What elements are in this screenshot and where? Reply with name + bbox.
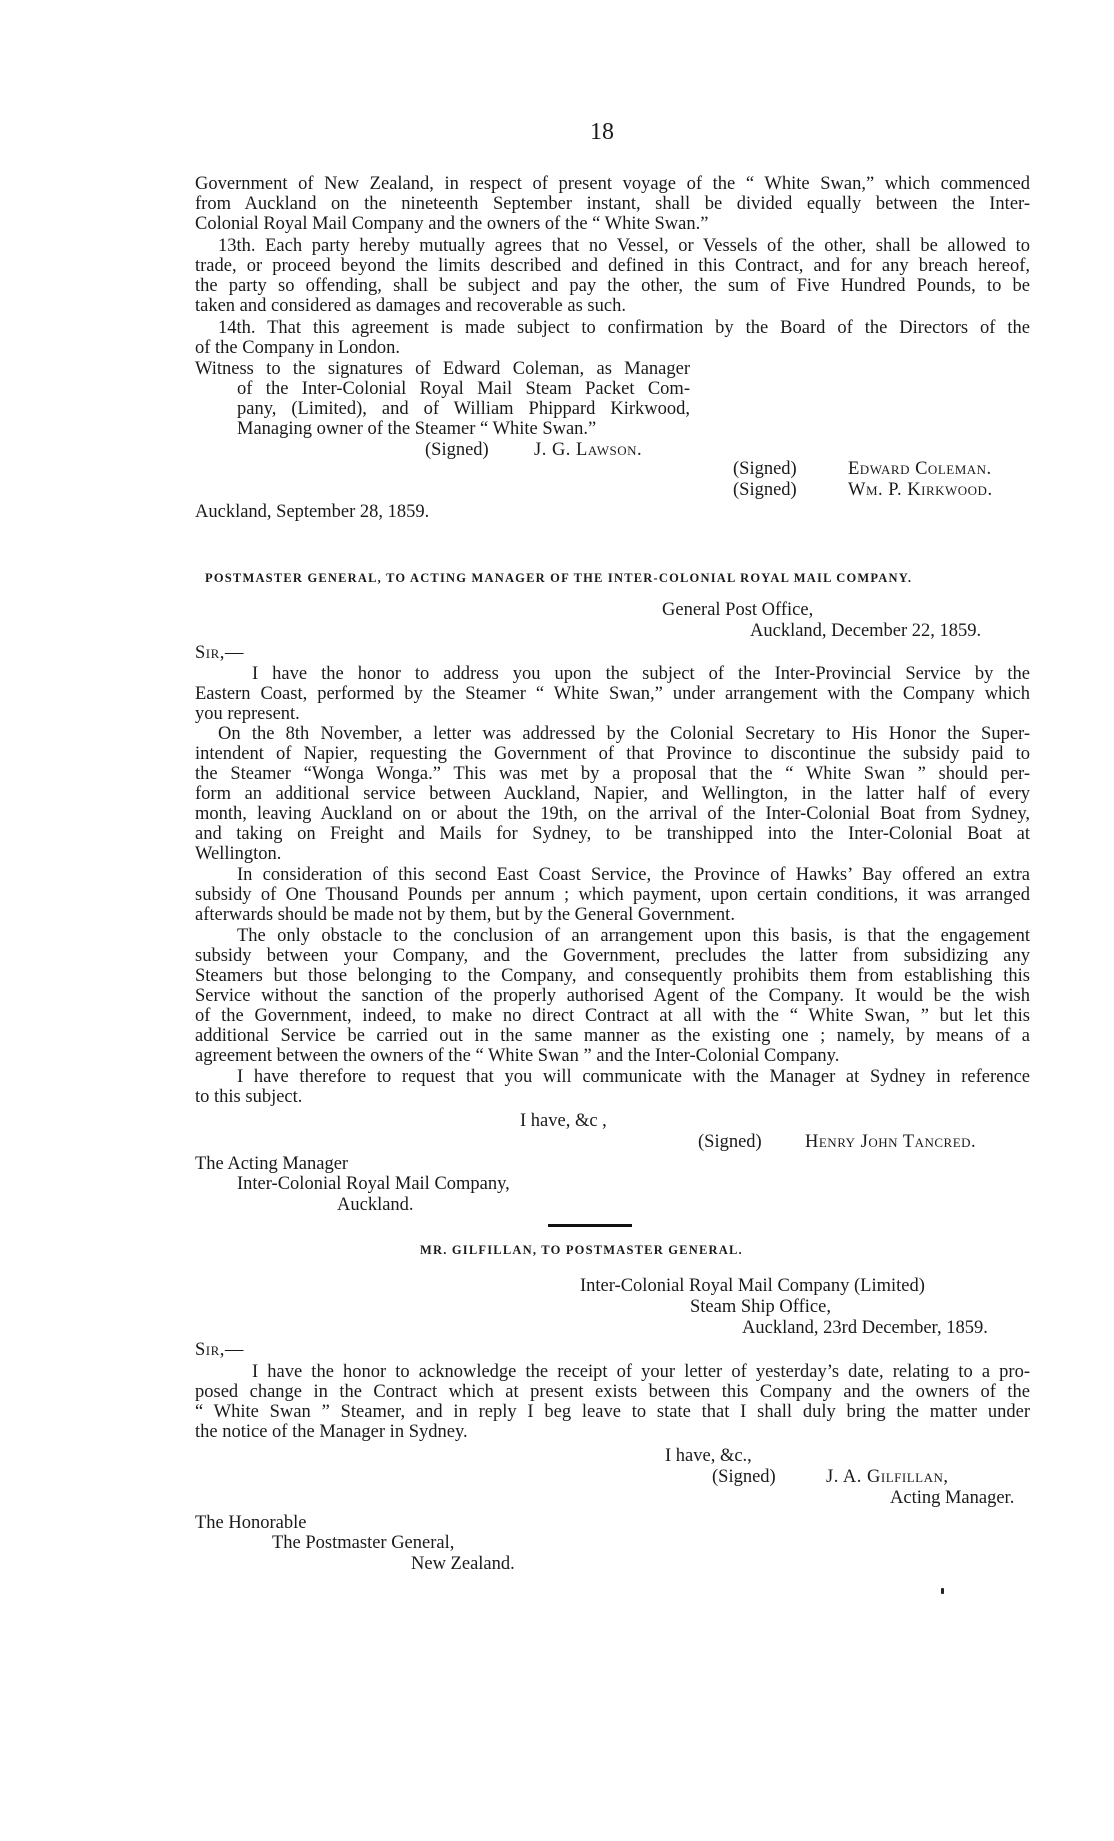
text-line: I have therefore to request that you will communicate with the Manager at Sydney in reference	[237, 1067, 1030, 1087]
place-date: Auckland, September 28, 1859.	[195, 502, 430, 522]
text-line: you represent.	[195, 704, 300, 724]
address-line: Auckland, 23rd December, 1859.	[742, 1318, 988, 1338]
text-line: additional Service be carried out in the same manner as the existing one ; namely, by means of a	[195, 1026, 1030, 1046]
text-line: the party so offending, shall be subject and pay the other, the sum of Five Hundred Pounds, to be	[195, 276, 1030, 296]
recipient-line: New Zealand.	[411, 1554, 515, 1574]
text-line: taken and considered as damages and recoverable as such.	[195, 296, 626, 316]
address-line: Steam Ship Office,	[690, 1297, 831, 1317]
text-line: and taking on Freight and Mails for Sydney, to be transhipped into the Inter-Colonial Boat at	[195, 824, 1030, 844]
recipient-line: Inter-Colonial Royal Mail Company,	[237, 1174, 510, 1194]
text-line: 13th. Each party hereby mutually agrees that no Vessel, or Vessels of the other, shall be allowed to	[218, 236, 1030, 256]
letter-closing: I have, &c.,	[665, 1446, 752, 1466]
text-line: Steamers but those belonging to the Company, and consequently prohibits them from establishing this	[195, 966, 1030, 986]
text-line: intendent of Napier, requesting the Government of that Province to discontinue the subsidy paid to	[195, 744, 1030, 764]
signed-label: (Signed)	[733, 459, 797, 479]
signatory-name: Henry John Tancred.	[805, 1132, 977, 1152]
text-line: “ White Swan ” Steamer, and in reply I beg leave to state that I shall duly bring the matter under	[195, 1402, 1030, 1422]
text-line: of the Government, indeed, to make no direct Contract at all with the “ White Swan, ” but let this	[195, 1006, 1030, 1026]
text-line: of the Company in London.	[195, 338, 401, 358]
recipient-line: Auckland.	[337, 1195, 414, 1215]
text-line: to this subject.	[195, 1087, 303, 1107]
salutation: Sir,—	[195, 1340, 244, 1360]
salutation: Sir,—	[195, 643, 244, 663]
text-line: In consideration of this second East Coast Service, the Province of Hawks’ Bay offered an extra	[237, 865, 1030, 885]
text-line: I have the honor to address you upon the subject of the Inter-Provincial Service by the	[252, 664, 1030, 684]
text-line: form an additional service between Auckland, Napier, and Wellington, in the latter half of every	[195, 784, 1030, 804]
text-line: of the Inter-Colonial Royal Mail Steam Packet Com-	[237, 379, 690, 399]
signed-label: (Signed)	[425, 440, 489, 460]
text-line: Witness to the signatures of Edward Coleman, as Manager	[195, 359, 690, 379]
text-line: Colonial Royal Mail Company and the owners of the “ White Swan.”	[195, 214, 709, 234]
letter-heading: POSTMASTER GENERAL, TO ACTING MANAGER OF THE INTER-COLONIAL ROYAL MAIL COMPANY.	[205, 571, 913, 585]
text-line: Government of New Zealand, in respect of present voyage of the “ White Swan,” which commenced	[195, 174, 1030, 194]
signed-label: (Signed)	[698, 1132, 762, 1152]
text-line: Managing owner of the Steamer “ White Swan.”	[237, 419, 597, 439]
address-line: Auckland, December 22, 1859.	[750, 621, 982, 641]
text-line: afterwards should be made not by them, but by the General Government.	[195, 905, 735, 925]
text-line: Wellington.	[195, 844, 282, 864]
recipient-line: The Honorable	[195, 1513, 307, 1533]
letter-heading: MR. GILFILLAN, TO POSTMASTER GENERAL.	[420, 1243, 743, 1257]
signed-label: (Signed)	[712, 1467, 776, 1487]
signatory-title: Acting Manager.	[890, 1488, 1015, 1508]
ink-mark	[941, 1588, 944, 1594]
text-line: the notice of the Manager in Sydney.	[195, 1422, 468, 1442]
text-line: subsidy between your Company, and the Government, precludes the latter from subsidizing any	[195, 946, 1030, 966]
text-line: subsidy of One Thousand Pounds per annum ; which payment, upon certain conditions, it was arranged	[195, 885, 1030, 905]
text-line: pany, (Limited), and of William Phippard Kirkwood,	[237, 399, 690, 419]
page-number: 18	[590, 119, 614, 145]
text-line: Service without the sanction of the properly authorised Agent of the Company. It would be the wish	[195, 986, 1030, 1006]
recipient-line: The Postmaster General,	[272, 1533, 455, 1553]
text-line: 14th. That this agreement is made subject to confirmation by the Board of the Directors of the	[218, 318, 1030, 338]
text-line: agreement between the owners of the “ White Swan ” and the Inter-Colonial Company.	[195, 1046, 840, 1066]
signatory-name: Wm. P. Kirkwood.	[848, 480, 993, 500]
text-line: On the 8th November, a letter was addressed by the Colonial Secretary to His Honor the Super-	[218, 724, 1030, 744]
text-line: month, leaving Auckland on or about the 19th, on the arrival of the Inter-Colonial Boat from Sydney,	[195, 804, 1030, 824]
address-line: General Post Office,	[662, 600, 814, 620]
text-line: I have the honor to acknowledge the receipt of your letter of yesterday’s date, relating to a pro-	[252, 1362, 1030, 1382]
signed-label: (Signed)	[733, 480, 797, 500]
text-line: the Steamer “Wonga Wonga.” This was met by a proposal that the “ White Swan ” should per-	[195, 764, 1030, 784]
section-divider	[548, 1224, 632, 1227]
witness-name: J. G. Lawson.	[534, 440, 643, 460]
text-line: The only obstacle to the conclusion of an arrangement upon this basis, is that the engagement	[237, 926, 1030, 946]
letter-closing: I have, &c ,	[520, 1111, 607, 1131]
recipient-line: The Acting Manager	[195, 1154, 349, 1174]
text-line: from Auckland on the nineteenth September instant, shall be divided equally between the Inter-	[195, 194, 1030, 214]
address-line: Inter-Colonial Royal Mail Company (Limited)	[580, 1276, 925, 1296]
signatory-name: J. A. Gilfillan,	[826, 1467, 949, 1487]
signatory-name: Edward Coleman.	[848, 459, 992, 479]
text-line: Eastern Coast, performed by the Steamer “ White Swan,” under arrangement with the Company which	[195, 684, 1030, 704]
text-line: posed change in the Contract which at present exists between this Company and the owners of the	[195, 1382, 1030, 1402]
text-line: trade, or proceed beyond the limits described and defined in this Contract, and for any breach hereof,	[195, 256, 1030, 276]
